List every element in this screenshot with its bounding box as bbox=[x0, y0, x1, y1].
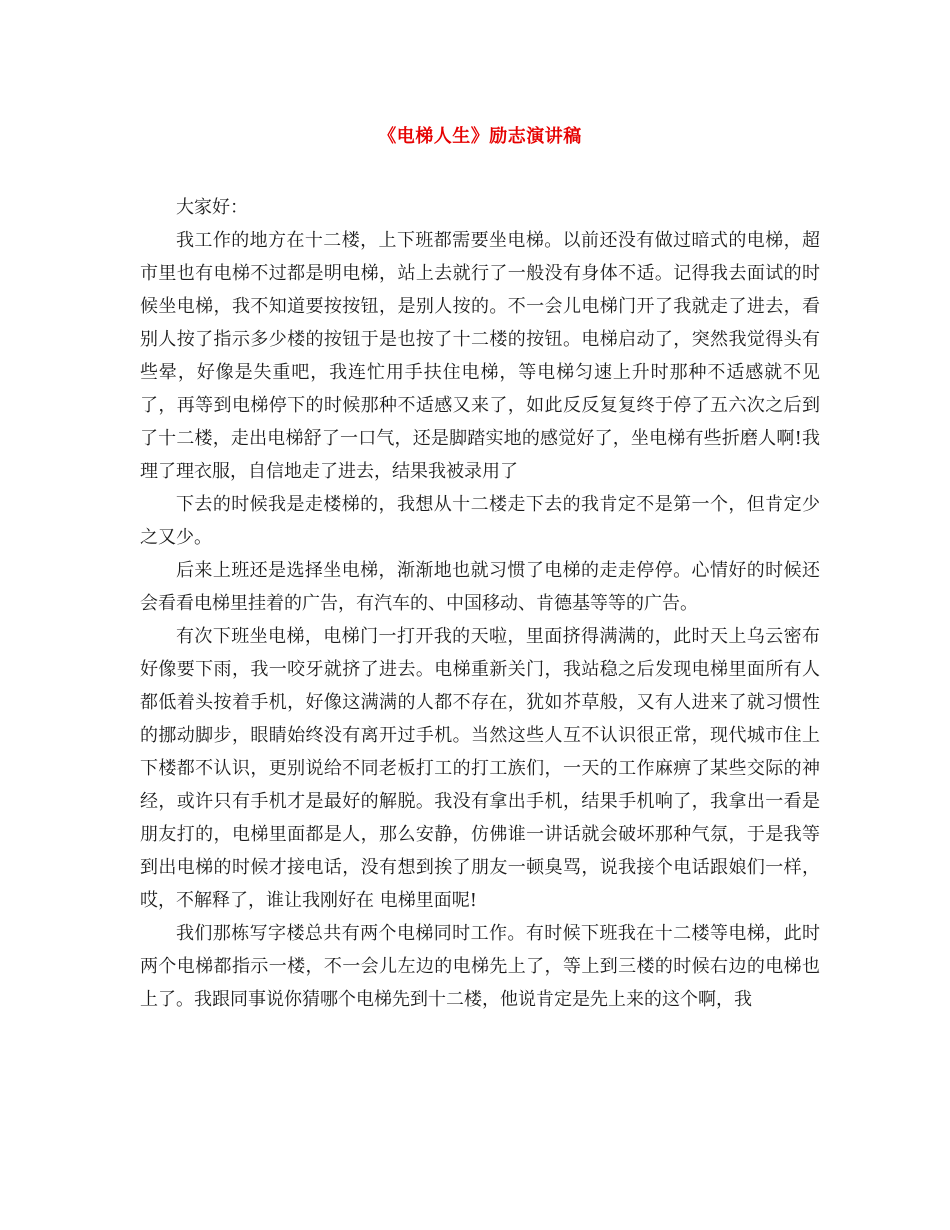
body-paragraph: 后来上班还是选择坐电梯，渐渐地也就习惯了电梯的走走停停。心情好的时候还会看看电梯里挂着的广告，有汽车的、中国移动、肯德基等等的广告。 bbox=[140, 560, 820, 614]
body-paragraph: 我工作的地方在十二楼，上下班都需要坐电梯。以前还没有做过暗式的电梯，超市里也有电梯不过都是明电梯，站上去就行了一般没有身体不适。记得我去面试的时候坐电梯，我不知道要按按钮，是别人按的。不一会儿电梯门开了我就走了进去，看别人按了指示多少楼的按钮于是也按了十二楼的按钮。电梯启动了，突然我觉得头有些晕，好像是失重吧，我连忙用手扶住电梯，等电梯匀速上升时那种不适感就不见了，再等到电梯停下的时候那种不适感又来了，如此反反复复终于停了五六次之后到了十二楼，走出电梯舒了一口气，还是脚踏实地的感觉好了，坐电梯有些折磨人啊!我理了理衣服，自信地走了进去，结果我被录用了 bbox=[140, 230, 820, 482]
document-page bbox=[140, 0, 820, 1230]
greeting-paragraph: 大家好： bbox=[176, 197, 248, 218]
document-title: 《电梯人生》励志演讲稿 bbox=[378, 126, 582, 147]
body-paragraph: 我们那栋写字楼总共有两个电梯同时工作。有时候下班我在十二楼等电梯，此时两个电梯都指示一楼，不一会儿左边的电梯先上了，等上到三楼的时候右边的电梯也上了。我跟同事说你猜哪个电梯先到十二楼，他说肯定是先上来的这个啊，我 bbox=[140, 923, 820, 1010]
body-paragraph: 下去的时候我是走楼梯的，我想从十二楼走下去的我肯定不是第一个，但肯定少之又少。 bbox=[140, 494, 820, 548]
body-paragraph: 有次下班坐电梯，电梯门一打开我的天啦，里面挤得满满的，此时天上乌云密布好像要下雨，我一咬牙就挤了进去。电梯重新关门，我站稳之后发现电梯里面所有人都低着头按着手机，好像这满满的人都不存在，犹如芥草般，又有人进来了就习惯性的挪动脚步，眼睛始终没有离开过手机。当然这些人互不认识很正常，现代城市住上下楼都不认识，更别说给不同老板打工的打工族们，一天的工作麻痹了某些交际的神经，或许只有手机才是最好的解脱。我没有拿出手机，结果手机响了，我拿出一看是朋友打的，电梯里面都是人，那么安静，仿佛谁一讲话就会破坏那种气氛，于是我等到出电梯的时候才接电话，没有想到挨了朋友一顿臭骂，说我接个电话跟娘们一样，哎，不解释了，谁让我刚好在 电梯里面呢! bbox=[140, 626, 820, 911]
document-body bbox=[140, 191, 820, 1016]
